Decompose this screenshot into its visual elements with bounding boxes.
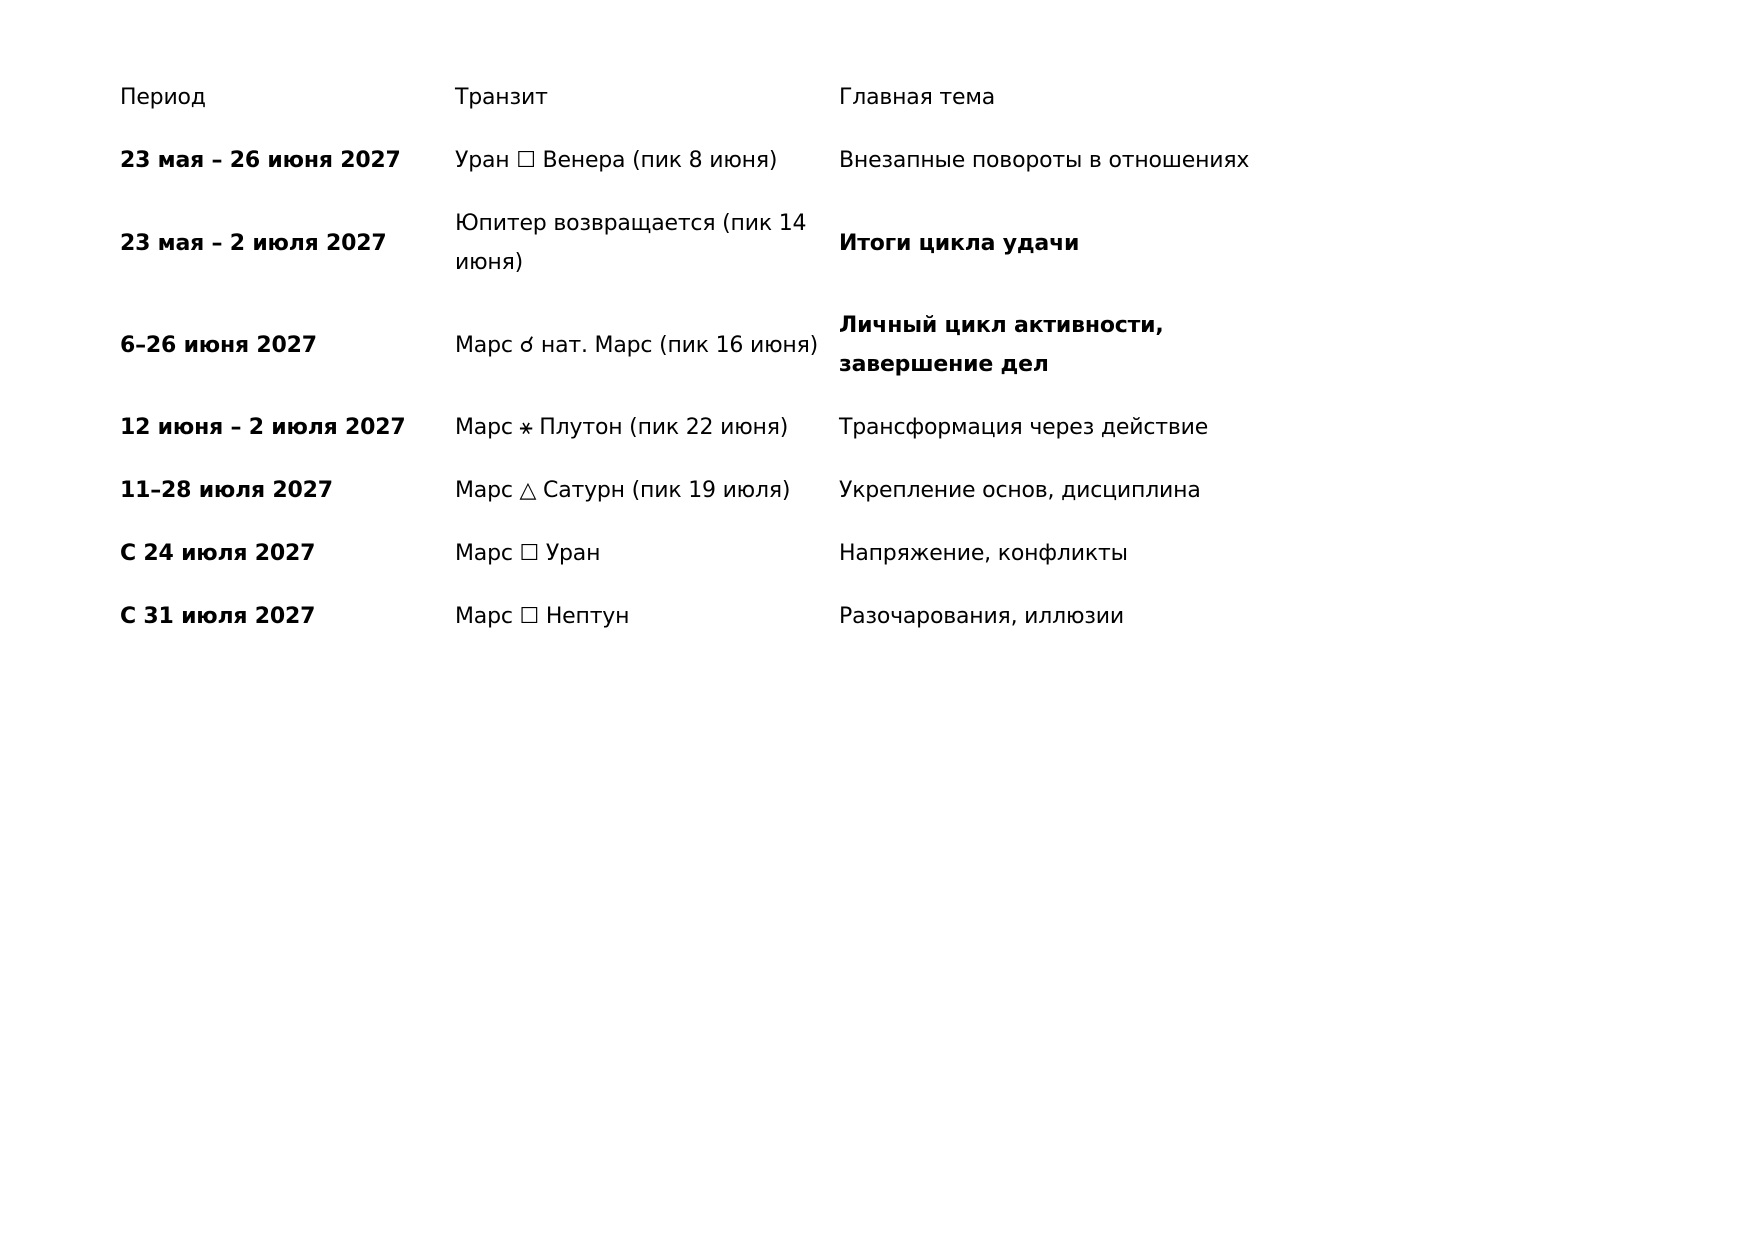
period-cell: 6–26 июня 2027: [120, 332, 317, 358]
period-cell: 11–28 июля 2027: [120, 478, 333, 503]
table-header-row: [113, 78, 1333, 129]
table-row: [113, 192, 1333, 294]
transit-cell: Марс ☐ Нептун: [455, 604, 630, 629]
period-cell: 12 июня – 2 июля 2027: [120, 415, 406, 440]
theme-cell: Разочарования, иллюзии: [839, 604, 1124, 629]
theme-cell: Личный цикл активности, завершение дел: [839, 313, 1164, 377]
theme-cell: Укрепление основ, дисциплина: [839, 478, 1201, 503]
transit-cell: Марс ☌ нат. Марс (пик 16 июня): [455, 332, 819, 358]
theme-cell: Трансформация через действие: [839, 415, 1209, 440]
table-row: [113, 294, 1333, 396]
table-row: [113, 459, 1333, 522]
period-cell: С 31 июля 2027: [120, 604, 316, 629]
period-cell: 23 мая – 26 июня 2027: [120, 148, 401, 173]
header-theme: Главная тема: [839, 85, 996, 110]
transit-cell: Юпитер возвращается (пик 14 июня): [455, 211, 807, 275]
transit-cell: Марс △ Сатурн (пик 19 июля): [455, 478, 791, 503]
transit-table: [113, 78, 1333, 648]
transit-cell: Уран ☐ Венера (пик 8 июня): [455, 148, 778, 173]
transit-cell: Марс ☐ Уран: [455, 541, 601, 566]
table-row: [113, 522, 1333, 585]
theme-cell: Напряжение, конфликты: [839, 541, 1128, 566]
table-row: [113, 396, 1333, 459]
table-row: [113, 129, 1333, 192]
table-row: [113, 585, 1333, 648]
theme-cell: Итоги цикла удачи: [839, 230, 1080, 256]
period-cell: 23 мая – 2 июля 2027: [120, 230, 387, 256]
period-cell: С 24 июля 2027: [120, 541, 316, 566]
transit-cell: Марс ⚹ Плутон (пик 22 июня): [455, 415, 789, 440]
theme-cell: Внезапные повороты в отношениях: [839, 148, 1250, 173]
header-period: Период: [120, 85, 206, 110]
header-transit: Транзит: [455, 85, 548, 110]
